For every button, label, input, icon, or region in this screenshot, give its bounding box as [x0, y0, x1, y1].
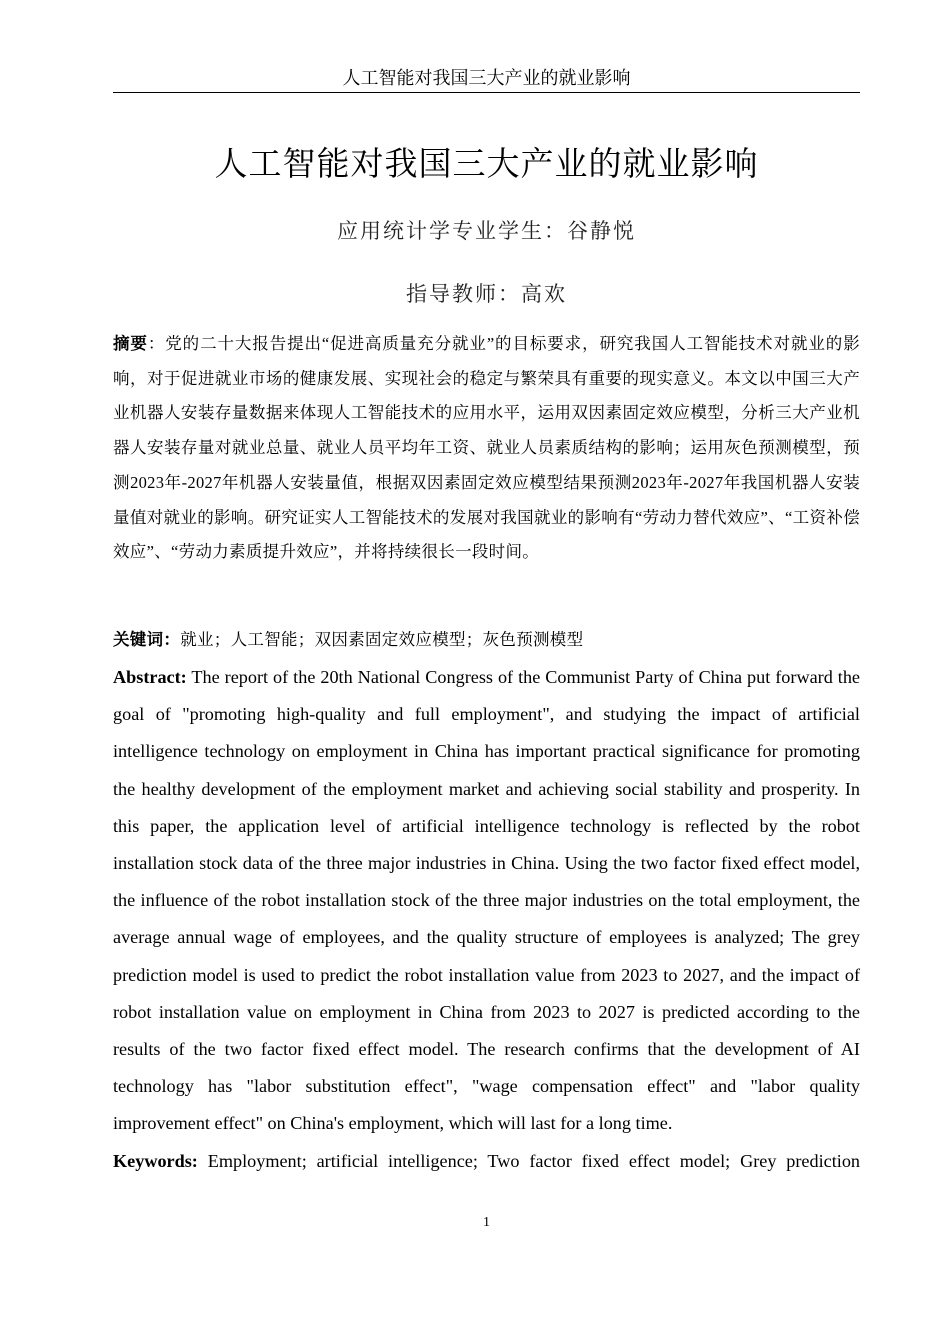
keywords-en-text: Employment; artificial intelligence; Two factor fixed effect model; Grey prediction [207, 1151, 861, 1171]
keywords-en [113, 1143, 860, 1180]
abstract-en [113, 659, 860, 1143]
abstract-en-text: The report of the 20th National Congress of the Communist Party of China put forward the goal of "promoting high-quality and full employment", and studying the impact of artificial intelligence technology on employment in China has important practical significance for promoting the healthy development of the employment market and achieving social stability and prosperity. In this paper, the application level of artificial intelligence technology is reflected by the robot installation stock data of the three major industries in China. Using the two factor fixed effect model, the influence of the robot installation stock of the three major industries on the total employment, the average annual wage of employees, and the quality structure of employees is analyzed; The grey prediction model is used to predict the robot installation value from 2023 to 2027, and the impact of robot installation value on employment in China from 2023 to 2027 is predicted according to the results of the two factor fixed effect model. The research confirms that the development of AI technology has "labor substitution effect", "wage compensation effect" and "labor quality improvement effect" on China's employment, which will last for a long time. [113, 667, 861, 1134]
keywords-en-label: Keywords: [113, 1151, 198, 1171]
running-header [113, 66, 860, 93]
abstract-en-label: Abstract: [113, 667, 187, 687]
author-line: 应用统计学专业学生：谷静悦 [337, 219, 636, 243]
abstract-zh [113, 327, 860, 570]
keywords-zh [113, 625, 860, 655]
paper-title: 人工智能对我国三大产业的就业影响 [214, 144, 759, 183]
running-header-title: 人工智能对我国三大产业的就业影响 [342, 68, 631, 88]
abstract-zh-text: 党的二十大报告提出“促进高质量充分就业”的目标要求，研究我国人工智能技术对就业的影响，对于促进就业市场的健康发展、实现社会的稳定与繁荣具有重要的现实意义。本文以中国三大产业机器人安装存量数据来体现人工智能技术的应用水平，运用双因素固定效应模型，分析三大产业机器人安装存量对就业总量、就业人员平均年工资、就业人员素质结构的影响；运用灰色预测模型，预测2023年-2027年机器人安装量值，根据双因素固定效应模型结果预测2023年-2027年我国机器人安装量值对就业的影响。研究证实人工智能技术的发展对我国就业的影响有“劳动力替代效应”、“工资补偿效应”、“劳动力素质提升效应”，并将持续很长一段时间。 [113, 334, 860, 562]
keywords-zh-label: 关键词： [113, 630, 181, 649]
page-number: 1 [483, 1215, 490, 1230]
abstract-zh-label: 摘要 [113, 334, 148, 353]
abstract-zh-colon: ： [147, 334, 166, 353]
advisor-line: 指导教师：高欢 [406, 282, 567, 306]
keywords-zh-text: 就业；人工智能；双因素固定效应模型；灰色预测模型 [180, 630, 584, 649]
